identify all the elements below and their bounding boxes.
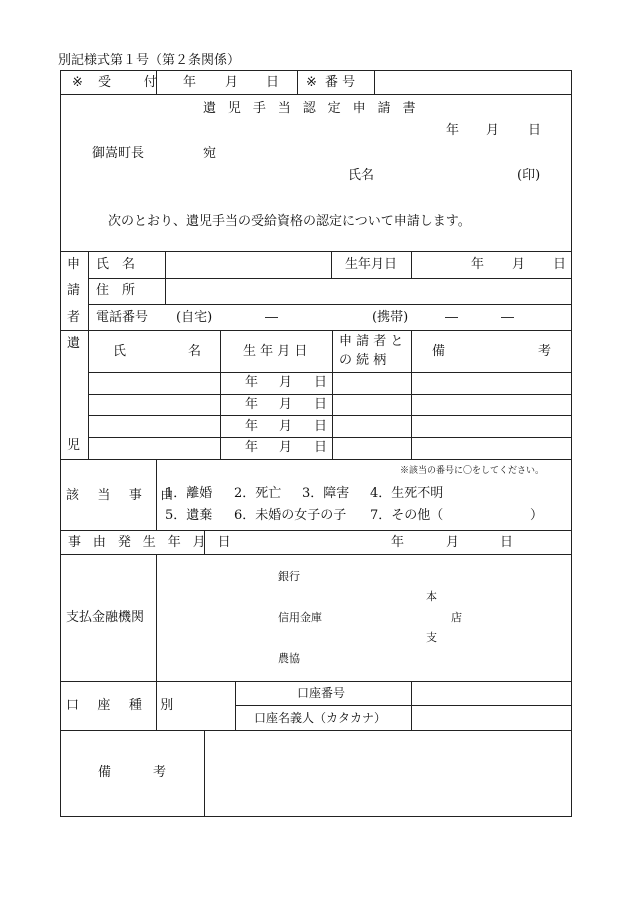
addressee-suffix: 宛 (203, 146, 217, 161)
occurrence-day: 日 (500, 535, 514, 550)
reason-option-6: 6．未婚の女子の子 (234, 508, 347, 523)
number-mark: ※ (306, 75, 317, 90)
reason-option-3: 3．障害 (302, 486, 350, 501)
bank-type-bank: 銀行 (278, 570, 300, 583)
occurrence-label: 事 由 発 生 年 月 日 (68, 535, 235, 550)
occurrence-year: 年 (391, 535, 405, 550)
remarks-label-b: 考 (153, 765, 167, 780)
occurrence-month: 月 (446, 535, 460, 550)
reason-option-1: 1．離婚 (165, 486, 213, 501)
form-label: 別記様式第１号（第２条関係） (58, 53, 241, 68)
phone-label: 電話番号 (96, 310, 149, 325)
orphan-name-header-b: 名 (188, 344, 202, 359)
form-title: 遺 児 手 当 認 定 申 請 書 (203, 101, 420, 116)
receipt-day: 日 (266, 75, 280, 90)
orphan-3-year: 年 (245, 419, 259, 434)
reason-option-5: 5．遺棄 (165, 508, 213, 523)
orphan-name-header-a: 氏 (113, 344, 127, 359)
orphan-section-2: 児 (67, 438, 81, 453)
orphan-4-year: 年 (245, 440, 259, 455)
receipt-label: 受 付 (98, 75, 172, 90)
account-type-label: 口 座 種 別 (66, 698, 181, 713)
home-phone-dash: ― (265, 310, 278, 325)
home-phone-label: (自宅) (176, 310, 213, 325)
orphan-2-year: 年 (245, 397, 259, 412)
apply-month: 月 (486, 123, 500, 138)
applicant-section-3: 者 (67, 310, 81, 325)
branch-type-head: 本 (426, 590, 437, 603)
orphan-2-month: 月 (279, 397, 293, 412)
birth-day: 日 (553, 257, 567, 272)
orphan-2-day: 日 (314, 397, 328, 412)
reason-close-paren: ） (530, 508, 544, 523)
branch-type-office: 店 (451, 611, 462, 624)
number-label: 番 号 (325, 75, 356, 90)
orphan-remarks-header-b: 考 (538, 344, 552, 359)
birth-year: 年 (471, 257, 485, 272)
orphan-3-month: 月 (279, 419, 293, 434)
name-label-text: 氏 名 (96, 257, 136, 272)
birth-month: 月 (512, 257, 526, 272)
account-holder-label: 口座名義人（カタカナ） (254, 711, 387, 725)
bank-type-agri-coop: 農協 (278, 652, 300, 665)
bank-type-credit-union: 信用金庫 (278, 611, 322, 624)
bank-label: 支払金融機関 (66, 610, 145, 625)
reason-note: ※該当の番号に〇をしてください。 (400, 466, 545, 476)
reason-option-2: 2．死亡 (234, 486, 282, 501)
account-number-label: 口座番号 (297, 686, 346, 700)
orphan-remarks-header-a: 備 (432, 344, 446, 359)
orphan-3-day: 日 (314, 419, 328, 434)
reason-option-4: 4．生死不明 (370, 486, 444, 501)
mobile-phone-label: (携帯) (372, 310, 409, 325)
applicant-name-label: 氏名 (348, 168, 375, 183)
receipt-mark: ※ (72, 75, 83, 90)
receipt-year: 年 (183, 75, 197, 90)
orphan-4-day: 日 (314, 440, 328, 455)
applicant-name-row-label (96, 258, 158, 271)
addressee: 御嵩町長 (92, 146, 145, 161)
orphan-1-year: 年 (245, 375, 259, 390)
branch-type-branch: 支 (426, 631, 437, 644)
orphan-relation-header-1: 申 請 者 と (339, 334, 404, 349)
seal-mark: (印) (517, 168, 541, 183)
mobile-phone-dash-1: ― (445, 310, 458, 325)
reason-label: 該 当 事 由 (66, 488, 181, 503)
applicant-section-1: 申 (67, 257, 81, 272)
birthdate-label: 生年月日 (345, 257, 398, 272)
address-label: 住 所 (96, 283, 136, 298)
orphan-1-day: 日 (314, 375, 328, 390)
orphan-section-1: 遺 (67, 336, 81, 351)
applicant-section-2: 請 (67, 283, 81, 298)
reason-option-7: 7．その他（ (370, 508, 444, 523)
statement: 次のとおり、遺児手当の受給資格の認定について申請します。 (108, 214, 471, 229)
orphan-relation-header-2: の 続 柄 (339, 353, 387, 368)
mobile-phone-dash-2: ― (501, 310, 514, 325)
orphan-4-month: 月 (279, 440, 293, 455)
apply-day: 日 (528, 123, 542, 138)
remarks-label-a: 備 (98, 765, 112, 780)
receipt-month: 月 (225, 75, 239, 90)
orphan-birth-header: 生 年 月 日 (243, 344, 308, 359)
orphan-1-month: 月 (279, 375, 293, 390)
apply-year: 年 (446, 123, 460, 138)
